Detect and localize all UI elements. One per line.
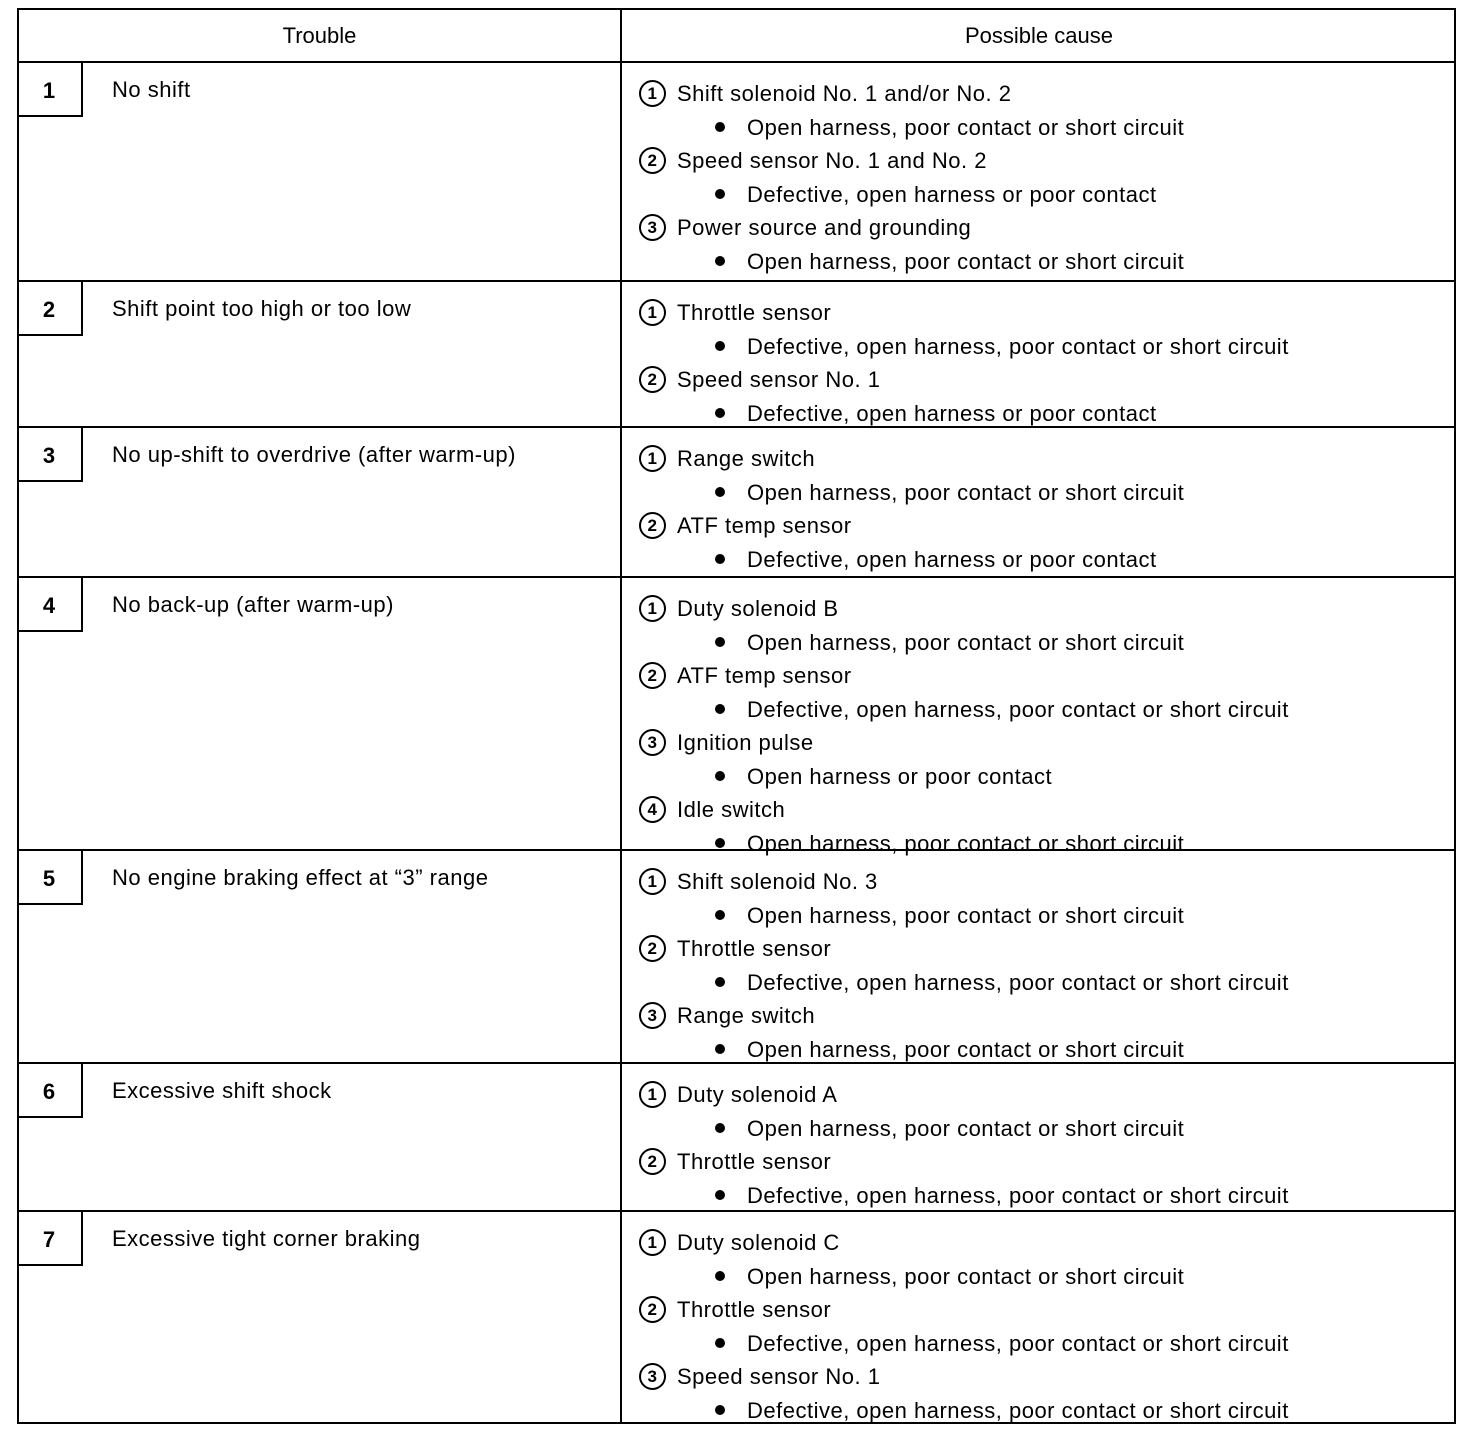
row-number: 2: [17, 282, 83, 336]
table-row: [19, 851, 1454, 1064]
cause-item: [639, 865, 1439, 932]
cause-detail: Defective, open harness or poor contact: [747, 181, 1157, 207]
cause-item: [639, 509, 1439, 576]
bullet-icon: [715, 637, 725, 647]
cause-title: ATF temp sensor: [677, 513, 852, 538]
cause-item: [639, 363, 1439, 430]
circled-number-marker: 4: [639, 796, 666, 823]
cause-title: Duty solenoid A: [677, 1082, 838, 1107]
cause-item: [639, 659, 1439, 726]
bullet-icon: [715, 256, 725, 266]
cause-list: [639, 442, 1439, 576]
cause-title: Ignition pulse: [677, 730, 814, 755]
cause-title: Shift solenoid No. 1 and/or No. 2: [677, 81, 1012, 106]
trouble-text: Shift point too high or too low: [112, 296, 412, 321]
bullet-icon: [715, 1123, 725, 1133]
cause-item: [639, 793, 1439, 860]
cause-list: [639, 1078, 1439, 1212]
circled-number-marker: 3: [639, 1002, 666, 1029]
cause-title: Range switch: [677, 446, 816, 471]
cause-title: Power source and grounding: [677, 215, 972, 240]
circled-number-marker: 2: [639, 147, 666, 174]
row-number: 1: [17, 63, 83, 117]
bullet-icon: [715, 1405, 725, 1415]
table-row: [19, 428, 1454, 578]
cause-title: Speed sensor No. 1: [677, 367, 881, 392]
cause-detail: Defective, open harness or poor contact: [747, 546, 1157, 572]
trouble-text: Excessive tight corner braking: [112, 1226, 421, 1251]
trouble-cause-table: [17, 8, 1456, 1424]
cause-detail: Defective, open harness or poor contact: [747, 400, 1157, 426]
bullet-icon: [715, 487, 725, 497]
cause-title: Speed sensor No. 1: [677, 1364, 881, 1389]
table-row: [19, 578, 1454, 856]
cause-detail: Open harness or poor contact: [747, 763, 1053, 789]
header-trouble: Trouble: [282, 23, 357, 48]
cause-title: Idle switch: [677, 797, 786, 822]
trouble-text: No up-shift to overdrive (after warm-up): [112, 442, 516, 467]
circled-number-marker: 1: [639, 1229, 666, 1256]
cause-title: Throttle sensor: [677, 936, 832, 961]
table-row: [19, 1212, 1454, 1424]
cause-detail: Defective, open harness, poor contact or short circuit: [747, 1182, 1289, 1208]
bullet-icon: [715, 1271, 725, 1281]
circled-number-marker: 1: [639, 80, 666, 107]
bullet-icon: [715, 771, 725, 781]
circled-number-marker: 3: [639, 1363, 666, 1390]
cause-item: [639, 211, 1439, 278]
circled-number-marker: 2: [639, 1148, 666, 1175]
trouble-text: No engine braking effect at “3” range: [112, 865, 489, 890]
trouble-text: No shift: [112, 77, 191, 102]
circled-number-marker: 1: [639, 299, 666, 326]
cause-title: Range switch: [677, 1003, 816, 1028]
cause-detail: Defective, open harness, poor contact or short circuit: [747, 696, 1289, 722]
row-number: 5: [17, 851, 83, 905]
cause-detail: Open harness, poor contact or short circuit: [747, 1115, 1185, 1141]
cause-list: [639, 77, 1439, 278]
cause-detail: Defective, open harness, poor contact or short circuit: [747, 1397, 1289, 1423]
cause-item: [639, 1293, 1439, 1360]
cause-title: Duty solenoid C: [677, 1230, 840, 1255]
circled-number-marker: 2: [639, 512, 666, 539]
circled-number-marker: 1: [639, 868, 666, 895]
cause-detail: Open harness, poor contact or short circuit: [747, 248, 1185, 274]
cause-detail: Open harness, poor contact or short circuit: [747, 902, 1185, 928]
cause-title: Throttle sensor: [677, 1297, 832, 1322]
cause-item: [639, 726, 1439, 793]
cause-item: [639, 932, 1439, 999]
cause-item: [639, 296, 1439, 363]
cause-title: Duty solenoid B: [677, 596, 839, 621]
circled-number-marker: 2: [639, 1296, 666, 1323]
bullet-icon: [715, 1044, 725, 1054]
table-row: [19, 282, 1454, 428]
bullet-icon: [715, 977, 725, 987]
cause-title: Throttle sensor: [677, 1149, 832, 1174]
circled-number-marker: 2: [639, 366, 666, 393]
bullet-icon: [715, 554, 725, 564]
bullet-icon: [715, 1190, 725, 1200]
row-number: 7: [17, 1212, 83, 1266]
circled-number-marker: 2: [639, 662, 666, 689]
cause-detail: Open harness, poor contact or short circuit: [747, 114, 1185, 140]
cause-detail: Defective, open harness, poor contact or short circuit: [747, 333, 1289, 359]
bullet-icon: [715, 1338, 725, 1348]
cause-item: [639, 592, 1439, 659]
row-number: 4: [17, 578, 83, 632]
trouble-text: No back-up (after warm-up): [112, 592, 394, 617]
bullet-icon: [715, 910, 725, 920]
bullet-icon: [715, 341, 725, 351]
cause-title: Throttle sensor: [677, 300, 832, 325]
circled-number-marker: 2: [639, 935, 666, 962]
cause-item: [639, 442, 1439, 509]
cause-detail: Defective, open harness, poor contact or short circuit: [747, 969, 1289, 995]
bullet-icon: [715, 838, 725, 848]
cause-list: [639, 592, 1439, 860]
cause-detail: Open harness, poor contact or short circuit: [747, 629, 1185, 655]
circled-number-marker: 1: [639, 445, 666, 472]
cause-list: [639, 296, 1439, 430]
table-row: [19, 1064, 1454, 1212]
cause-title: ATF temp sensor: [677, 663, 852, 688]
cause-detail: Open harness, poor contact or short circuit: [747, 1263, 1185, 1289]
bullet-icon: [715, 408, 725, 418]
cause-detail: Open harness, poor contact or short circuit: [747, 830, 1185, 856]
cause-detail: Open harness, poor contact or short circuit: [747, 479, 1185, 505]
cause-list: [639, 865, 1439, 1066]
circled-number-marker: 1: [639, 595, 666, 622]
header-possible-cause: Possible cause: [965, 23, 1113, 48]
cause-item: [639, 77, 1439, 144]
cause-item: [639, 1145, 1439, 1212]
cause-title: Speed sensor No. 1 and No. 2: [677, 148, 987, 173]
bullet-icon: [715, 189, 725, 199]
cause-title: Shift solenoid No. 3: [677, 869, 878, 894]
cause-item: [639, 144, 1439, 211]
circled-number-marker: 3: [639, 214, 666, 241]
cause-detail: Open harness, poor contact or short circuit: [747, 1036, 1185, 1062]
trouble-text: Excessive shift shock: [112, 1078, 332, 1103]
table-row: [19, 63, 1454, 282]
table-header: [19, 10, 1454, 63]
cause-list: [639, 1226, 1439, 1427]
row-number: 3: [17, 428, 83, 482]
bullet-icon: [715, 122, 725, 132]
row-number: 6: [17, 1064, 83, 1118]
cause-item: [639, 1078, 1439, 1145]
cause-item: [639, 1226, 1439, 1293]
cause-detail: Defective, open harness, poor contact or short circuit: [747, 1330, 1289, 1356]
circled-number-marker: 1: [639, 1081, 666, 1108]
circled-number-marker: 3: [639, 729, 666, 756]
cause-item: [639, 1360, 1439, 1427]
bullet-icon: [715, 704, 725, 714]
cause-item: [639, 999, 1439, 1066]
